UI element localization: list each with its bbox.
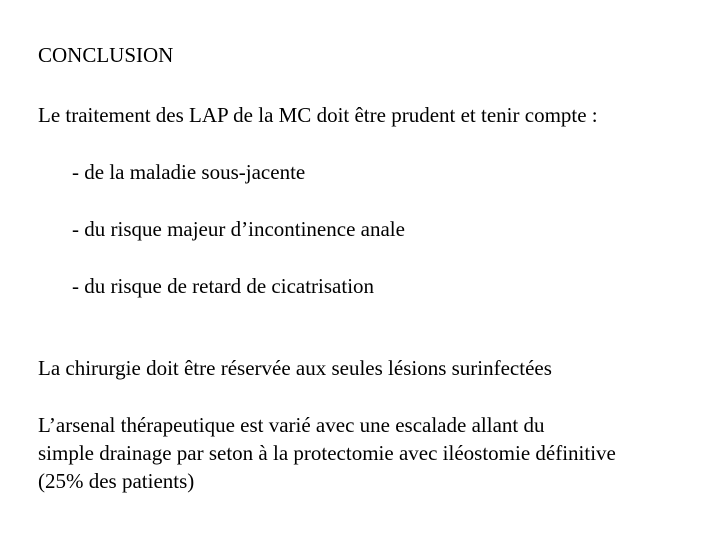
slide-title: CONCLUSION [38,43,174,67]
bullet-item: - du risque de retard de cicatrisation [72,274,375,298]
arsenal-line: simple drainage par seton à la protectomie avec iléostomie définitive [38,441,616,465]
arsenal-paragraph [38,411,616,495]
arsenal-line: L’arsenal thérapeutique est varié avec une escalade allant du [38,413,545,437]
arsenal-line: (25% des patients) [38,469,195,493]
bullet-item: - de la maladie sous-jacente [72,160,306,184]
intro-text: Le traitement des LAP de la MC doit être prudent et tenir compte : [38,103,598,127]
surgery-paragraph: La chirurgie doit être réservée aux seules lésions surinfectées [38,356,552,380]
bullet-item: - du risque majeur d’incontinence anale [72,217,405,241]
